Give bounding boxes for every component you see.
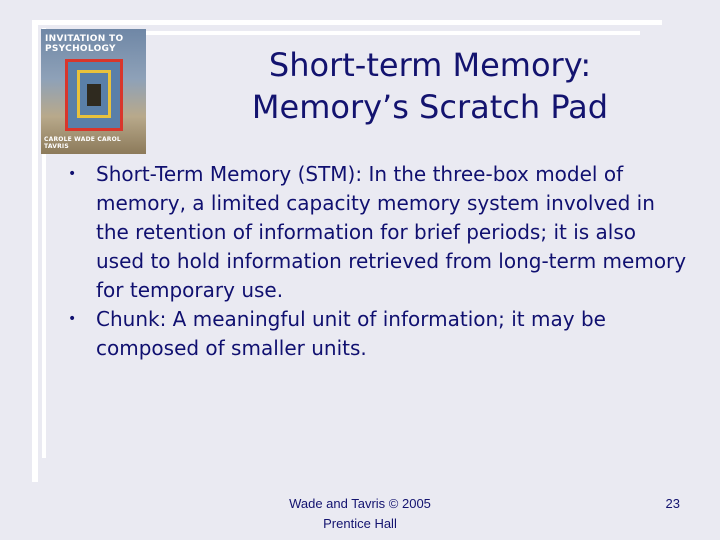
footer (270, 494, 450, 534)
book-cover-authors: CAROLE WADE CAROL TAVRIS (44, 136, 121, 150)
book-cover-image (41, 29, 146, 154)
bullet-item (60, 160, 690, 305)
slide-title-line-1: Short-term Memory: (268, 46, 592, 84)
slide-title-line-2: Memory’s Scratch Pad (251, 88, 609, 126)
frame-line-top (38, 20, 662, 25)
bullet-list (60, 160, 690, 363)
bullet-text: Chunk: A meaningful unit of information; it may be composed of smaller units. (96, 307, 606, 360)
bullet-dot-icon: • (68, 311, 77, 327)
footer-publisher: Prentice Hall (323, 516, 397, 531)
book-cover-window-art (65, 59, 123, 131)
slide-title (170, 44, 690, 128)
frame-line-left (32, 20, 38, 482)
bullet-text: Short-Term Memory (STM): In the three-box model of memory, a limited capacity memory system involved in the retention of information for brief periods; it is also used to hold information retrieved from long-term memory for temporary use. (96, 162, 687, 302)
footer-copyright: Wade and Tavris © 2005 (289, 496, 431, 511)
book-cover-title: INVITATION TO PSYCHOLOGY (45, 34, 124, 54)
bullet-item (60, 305, 690, 363)
page-number: 23 (665, 496, 680, 511)
bullet-dot-icon: • (68, 166, 77, 182)
